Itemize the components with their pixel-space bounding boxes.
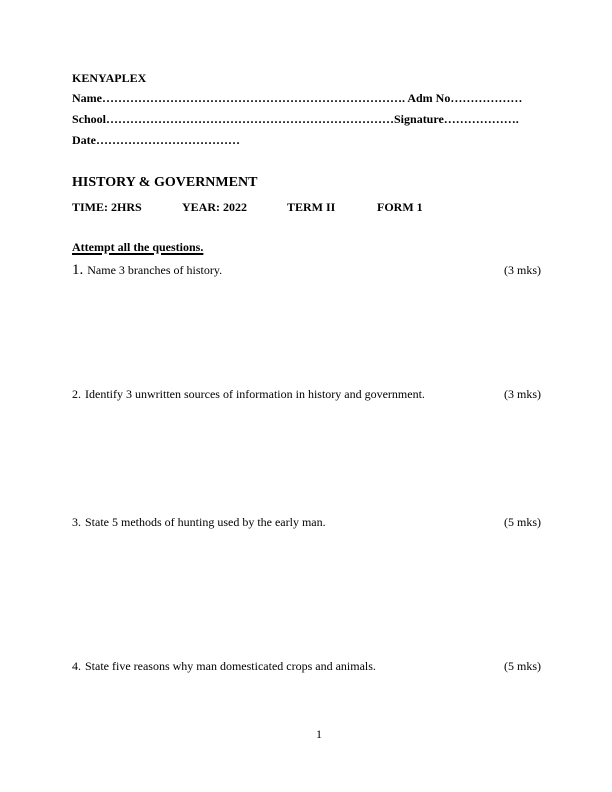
question-row bbox=[72, 658, 541, 674]
question-number: 3. bbox=[72, 515, 81, 529]
page-number: 1 bbox=[316, 727, 322, 741]
question-marks: (5 mks) bbox=[504, 659, 541, 673]
school-field-line: School………………………………………………………………Signature………………. bbox=[72, 112, 519, 126]
brand-text: KENYAPLEX bbox=[72, 71, 147, 85]
question-text bbox=[72, 386, 425, 402]
question-body: Identify 3 unwritten sources of information in history and government. bbox=[85, 387, 425, 401]
question-marks: (3 mks) bbox=[504, 263, 541, 277]
question-marks: (5 mks) bbox=[504, 515, 541, 529]
question-row bbox=[72, 262, 541, 278]
question-text bbox=[72, 262, 222, 278]
question-number: 4. bbox=[72, 659, 81, 673]
question-marks: (3 mks) bbox=[504, 387, 541, 401]
date-field-line: Date……………………………… bbox=[72, 133, 240, 147]
question-body: Name 3 branches of history. bbox=[87, 263, 223, 277]
meta-year: YEAR: 2022 bbox=[182, 200, 247, 214]
meta-term: TERM II bbox=[287, 200, 336, 214]
question-text bbox=[72, 658, 376, 674]
meta-form: FORM 1 bbox=[377, 200, 423, 214]
question-row bbox=[72, 386, 541, 402]
question-body: State five reasons why man domesticated crops and animals. bbox=[85, 659, 376, 673]
question-text bbox=[72, 514, 326, 530]
instructions-line: Attempt all the questions. bbox=[72, 240, 204, 254]
subject-title: HISTORY & GOVERNMENT bbox=[72, 175, 258, 190]
question-row bbox=[72, 514, 541, 530]
name-field-line: Name…………………………………………………………………. Adm No……………… bbox=[72, 91, 523, 105]
question-number: 1. bbox=[72, 262, 84, 278]
meta-time: TIME: 2HRS bbox=[72, 200, 142, 214]
question-body: State 5 methods of hunting used by the early man. bbox=[85, 515, 326, 529]
question-number: 2. bbox=[72, 387, 81, 401]
